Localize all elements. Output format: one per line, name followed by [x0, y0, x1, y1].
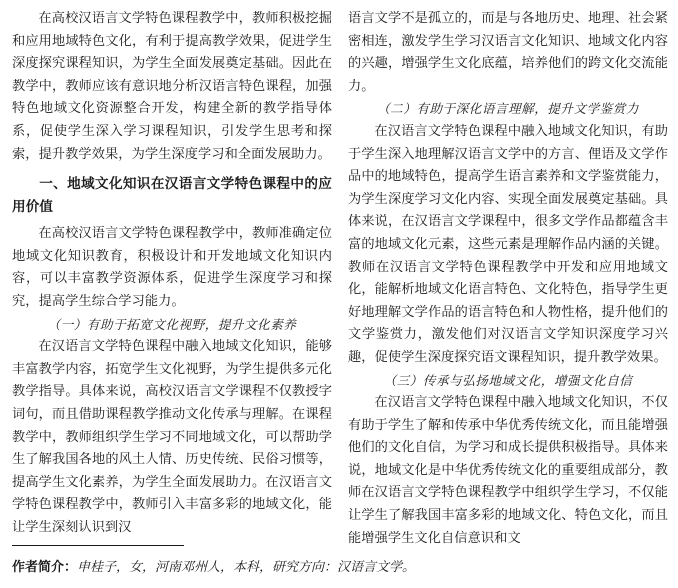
subsection-paragraph-cultural-vision: 在汉语言文学特色课程中融入地域文化知识，能够丰富教学内容，拓宽学生文化视野，为学生提供多元化教学指导。具体来说，高校汉语言文学课程不仅教授字词句，而且借助课程教学推动文化传承与理解。在课程教学中，教师组织学生学习不同地域文化，可以帮助学生了解我国各地的风土人情、历史传统、民俗习惯等，提高学生文化素养，为学生全面发展助力。在汉语言文学特色课程教学中，教师引入丰富多彩的地域文化，能让学生深刻认识到汉 — [12, 339, 332, 535]
right-column — [348, 8, 668, 550]
footnote-divider — [12, 545, 184, 546]
subsection-heading-cultural-confidence: （三）传承与弘扬地域文化，增强文化自信 — [383, 372, 633, 388]
subsection-paragraph-cultural-confidence: 在汉语言文学特色课程中融入地域文化知识，不仅有助于学生了解和传承中华优秀传统文化，而且能增强他们的文化自信，为学习和成长提供积极指导。具体来说，地域文化是中华优秀传统文化的重要组成部分，教师在汉语言文学特色课程教学中组织学生学习，不仅能让学生了解我国丰富多彩的地域文化、特色文化，而且能增强学生文化自信意识和文 — [348, 395, 668, 546]
section-intro-paragraph: 在高校汉语言文学特色课程教学中，教师准确定位地域文化知识教育，积极设计和开发地域文化知识内容，可以丰富教学资源体系，促进学生深度学习和探究，提高学生综合学习能力。 — [12, 226, 332, 309]
author-footnote — [12, 558, 415, 578]
subsection-paragraph-language-understanding: 在汉语言文学特色课程中融入地域文化知识，有助于学生深入地理解汉语言文学中的方言、俚语及文学作品中的地域特色，提高学生语言素养和文学鉴赏能力，为学生深度学习文化内容、实现全面发展奠定基础。具体来说，在汉语言文学课程中，很多文学作品都蕴含丰富的地域文化元素，这些元素是理解作品内涵的关键。教师在汉语言文学特色课程教学中开发和应用地域文化，能解析地域文化语言特色、文化特色，指导学生更好地理解文学作品的语言特色和人物性格，提升他们的文学鉴赏力，激发他们对汉语言文学知识深度学习兴趣，促使学生深度探究语文课程知识，提升教学效果。 — [348, 123, 668, 365]
continuation-paragraph: 语言文学不是孤立的，而是与各地历史、地理、社会紧密相连，激发学生学习汉语言文化知识、地域文化内容的兴趣，增强学生文化底蕴，培养他们的跨文化交流能力。 — [348, 11, 668, 94]
section-heading-application-value: 一、地域文化知识在汉语言文学特色课程中的应用价值 — [12, 176, 332, 216]
author-note-label: 作者简介： — [12, 560, 78, 575]
subsection-heading-cultural-vision: （一）有助于拓宽文化视野，提升文化素养 — [47, 316, 297, 332]
intro-paragraph: 在高校汉语言文学特色课程教学中，教师积极挖掘和应用地域特色文化，有利于提高教学效果，促进学生深度探究课程知识，为学生全面发展奠定基础。因此在教学中，教师应该有意识地分析汉语言特色课程，加强特色地域文化资源整合开发，构建全新的教学指导体系，促使学生深入学习课程知识，引发学生思考和探索，提升教学效果，为学生深度学习和全面发展助力。 — [12, 11, 332, 162]
left-column — [12, 8, 332, 539]
subsection-heading-language-understanding: （二）有助于深化语言理解，提升文学鉴赏力 — [377, 101, 639, 117]
author-note-text: 申桂子，女，河南邓州人，本科，研究方向：汉语言文学。 — [77, 560, 416, 575]
